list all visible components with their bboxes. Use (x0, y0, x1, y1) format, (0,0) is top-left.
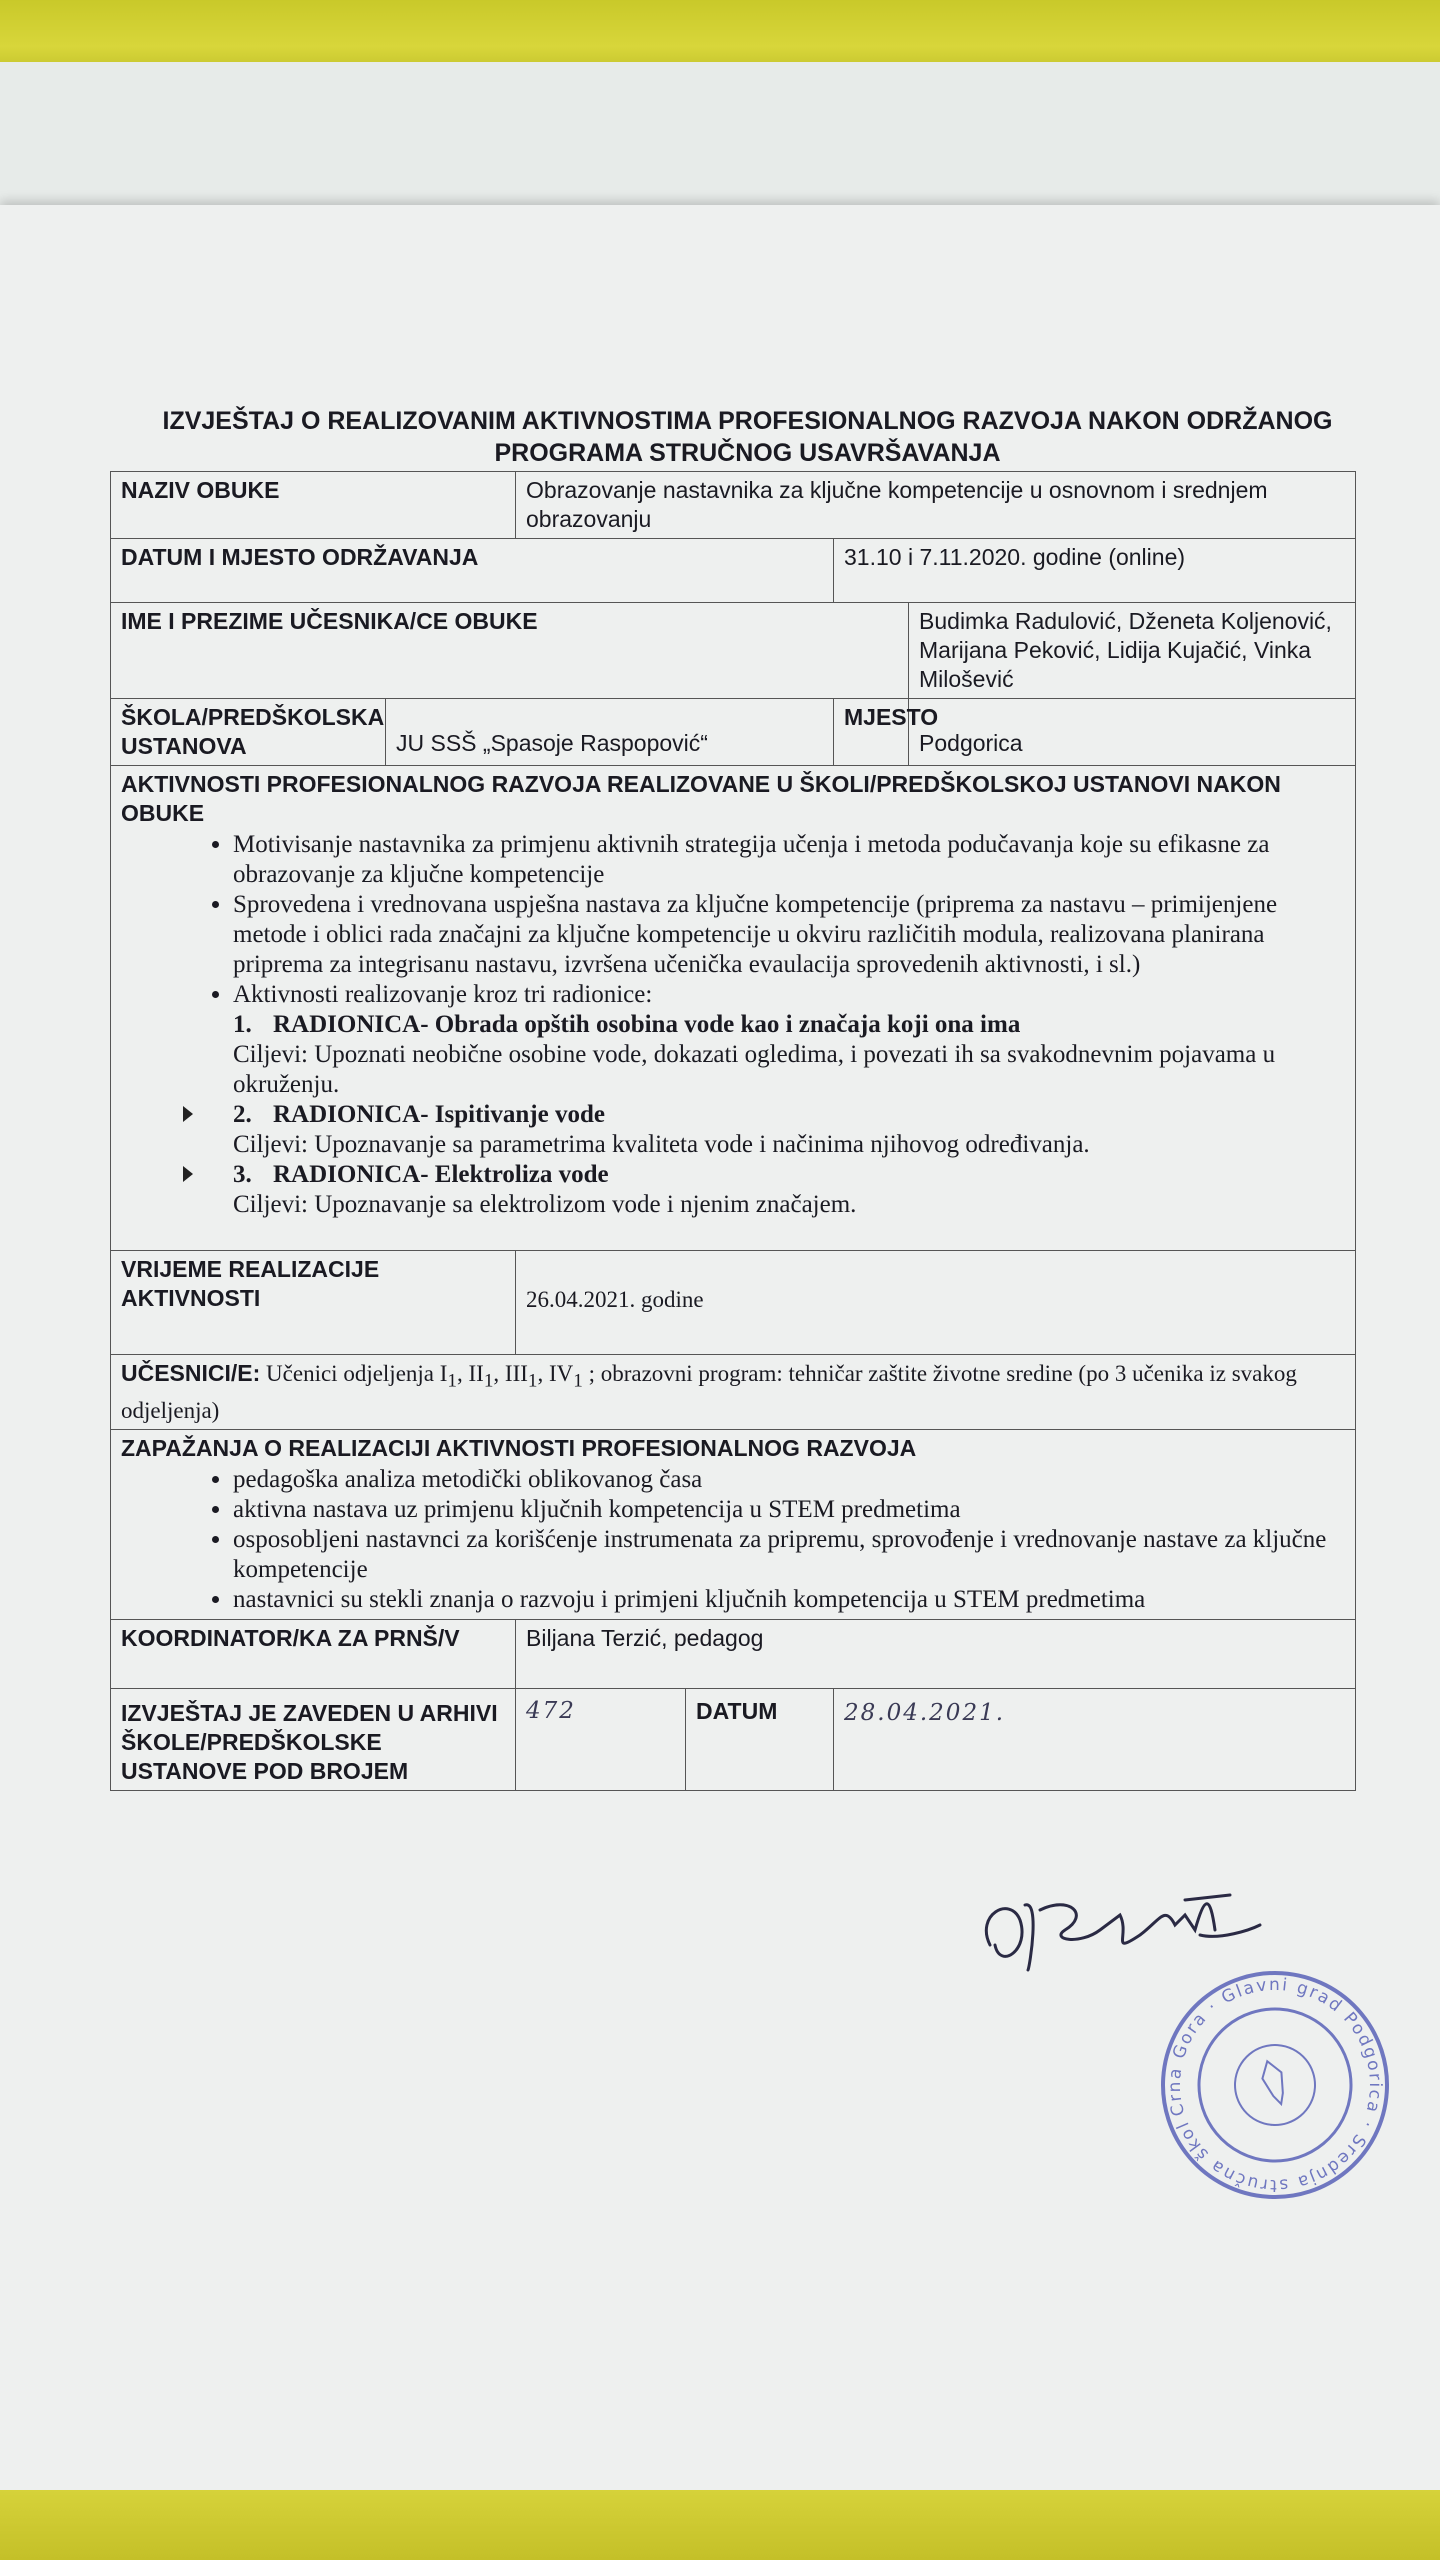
mjesto-label: MJESTO (834, 699, 909, 766)
yellow-folder-bottom (0, 2490, 1440, 2560)
datum-mjesto-label: DATUM I MJESTO ODRŽAVANJA (111, 539, 834, 603)
list-item: • nastavnici su stekli znanja o razvoju i primjeni ključnih kompetencija u STEM predmetima (233, 1585, 1345, 1615)
list-item: • pedagoška analiza metodički oblikovanog časa (233, 1465, 1345, 1495)
report-table (110, 471, 1356, 1791)
koordinator-label: KOORDINATOR/KA ZA PRNŠ/V (111, 1619, 516, 1688)
vrijeme-value: 26.04.2021. godine (516, 1251, 1356, 1355)
radionica-goal: Ciljevi: Upoznavanje sa elektrolizom vode i njenim značajem. (233, 1191, 857, 1218)
arhiva-label: IZVJEŠTAJ JE ZAVEDEN U ARHIVI ŠKOLE/PREDŠKOLSKE USTANOVE POD BROJEM (111, 1688, 516, 1790)
arhiva-datum-value: 28.04.2021. (834, 1688, 1356, 1790)
stamp-text: Crna Gora · Glavni grad Podgorica · Srednja stručna škola (1164, 1974, 1386, 2196)
koordinator-value: Biljana Terzić, pedagog (516, 1619, 1356, 1688)
row-datum-mjesto (111, 539, 1356, 603)
list-item: • osposobljeni nastavnci za korišćenje instrumenata za pripremu, sprovođenje i vrednovanje nastave za ključne kompetencije (233, 1525, 1345, 1585)
row-ucesnici (111, 1355, 1356, 1430)
list-item: • Aktivnosti realizovanje kroz tri radionice: (233, 980, 1345, 1010)
radionica-title: RADIONICA- Obrada opštih osobina vode kao i značaja koji ona ima (273, 1011, 1021, 1038)
radionica-title: RADIONICA- Elektroliza vode (273, 1161, 609, 1188)
naziv-obuke-value: Obrazovanje nastavnika za ključne kompetencije u osnovnom i srednjem obrazovanju (516, 472, 1356, 539)
arhiva-broj: 472 (516, 1688, 686, 1790)
vrijeme-label: VRIJEME REALIZACIJE AKTIVNOSTI (111, 1251, 516, 1355)
radionica-3 (121, 1160, 1345, 1220)
zapazanja-bullets (121, 1465, 1345, 1615)
row-zapazanja (111, 1429, 1356, 1619)
ucesnici-label: UČESNICI/E: (121, 1360, 261, 1386)
skola-value: JU SSŠ „Spasoje Raspopović“ (386, 699, 834, 766)
mjesto-value: Podgorica (909, 699, 1356, 766)
datum-mjesto-value: 31.10 i 7.11.2020. godine (online) (834, 539, 1356, 603)
radionica-goal: Ciljevi: Upoznavanje sa parametrima kvaliteta vode i načinima njihovog određivanja. (233, 1131, 1090, 1158)
row-arhiva (111, 1688, 1356, 1790)
radionica-number: 3. (233, 1161, 252, 1188)
list-item: • aktivna nastava uz primjenu ključnih kompetencija u STEM predmetima (233, 1495, 1345, 1525)
aktivnosti-label: AKTIVNOSTI PROFESIONALNOG RAZVOJA REALIZOVANE U ŠKOLI/PREDŠKOLSKOJ USTANOVI NAKON OBUKE (121, 771, 1281, 826)
row-vrijeme (111, 1251, 1356, 1355)
row-skola (111, 699, 1356, 766)
document-title: IZVJEŠTAJ O REALIZOVANIM AKTIVNOSTIMA PROFESIONALNOG RAZVOJA NAKON ODRŽANOG PROGRAMA STRUČNOG USAVRŠAVANJA (162, 407, 1333, 467)
ucesnici-obuke-value: Budimka Radulović, Dženeta Koljenović, Marijana Peković, Lidija Kujačić, Vinka Milošević (909, 603, 1356, 699)
skola-label: ŠKOLA/PREDŠKOLSKA USTANOVA (111, 699, 386, 766)
row-koordinator (111, 1619, 1356, 1688)
radionica-goal: Ciljevi: Upoznati neobične osobine vode, dokazati ogledima, i povezati ih sa svakodnevnim pojavama u okruženju. (233, 1041, 1276, 1098)
arrow-bullet-icon (183, 1106, 193, 1122)
arrow-bullet-icon (183, 1166, 193, 1182)
radionica-title: RADIONICA- Ispitivanje vode (273, 1101, 605, 1128)
ucesnici-cell: UČESNICI/E: Učenici odjeljenja $I_1$, $II_1$, $III_1$, $IV_1$ ; obrazovni program: tehničar zaštite životne sredine (po 3 učenika iz svakog odjeljenja) (111, 1355, 1356, 1430)
radionica-1 (121, 1010, 1345, 1100)
row-ucesnici-obuke (111, 603, 1356, 699)
list-item: • Sprovedena i vrednovana uspješna nastava za ključne kompetencije (priprema za nastavu – primijenjene metode i oblici rada značajni za ključne kompetencije u okviru različitih modula, realizovana planirana priprema za integrisanu nastavu, izvršena učenička evaulacija sprovedenih aktivnosti, i sl.) (233, 890, 1345, 980)
aktivnosti-bullets (121, 830, 1345, 1010)
school-stamp (1155, 1965, 1395, 2205)
row-aktivnosti (111, 766, 1356, 1251)
radionica-2 (121, 1100, 1345, 1160)
radionica-number: 2. (233, 1101, 252, 1128)
radionica-number: 1. (233, 1011, 252, 1038)
naziv-obuke-label: NAZIV OBUKE (111, 472, 516, 539)
report-document (110, 405, 1355, 1791)
svg-text:Crna Gora · Glavni grad Podgor (1155, 1965, 1395, 2205)
arhiva-datum-label: DATUM (686, 1688, 834, 1790)
ucesnici-obuke-label: IME I PREZIME UČESNIKA/CE OBUKE (111, 603, 909, 699)
zapazanja-label: ZAPAŽANJA O REALIZACIJI AKTIVNOSTI PROFESIONALNOG RAZVOJA (121, 1434, 917, 1461)
row-naziv-obuke (111, 472, 1356, 539)
list-item: • Motivisanje nastavnika za primjenu aktivnih strategija učenja i metoda podučavanja koje su efikasne za obrazovanje za ključne kompetencije (233, 830, 1345, 890)
